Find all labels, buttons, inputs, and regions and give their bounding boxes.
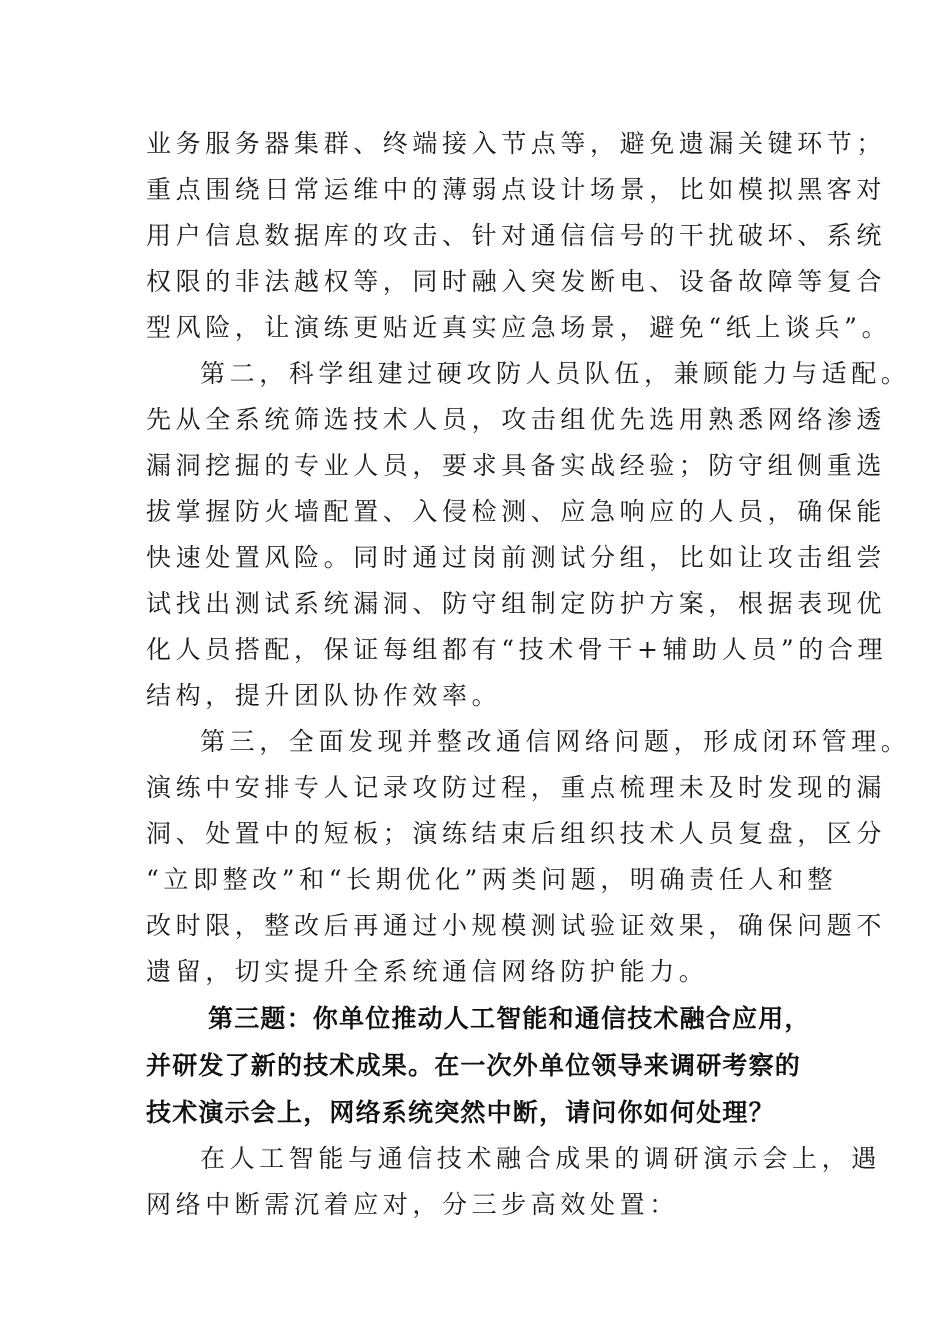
- text-line: 重点围绕日常运维中的薄弱点设计场景，比如模拟黑客对: [146, 175, 887, 204]
- question-title: 并研发了新的技术成果。在一次外单位领导来调研考察的: [146, 1051, 802, 1080]
- text-line: 化人员搭配，保证每组都有“技术骨干+辅助人员”的合理: [146, 635, 888, 664]
- text-line: 结构，提升团队协作效率。: [146, 681, 502, 710]
- text-line: 演练中安排专人记录攻防过程，重点梳理未及时发现的漏: [146, 773, 887, 802]
- text-line: 改时限，整改后再通过小规模测试验证效果，确保问题不: [146, 911, 887, 940]
- paragraph-heading: 第三，全面发现并整改通信网络问题，形成闭环管理。: [200, 727, 911, 756]
- text-line: 网络中断需沉着应对，分三步高效处置：: [146, 1190, 679, 1219]
- text-line: 在人工智能与通信技术融合成果的调研演示会上，遇: [200, 1144, 881, 1173]
- text-line: 遗留，切实提升全系统通信网络防护能力。: [146, 957, 709, 986]
- text-line: 业务服务器集群、终端接入节点等，避免遗漏关键环节；: [146, 129, 887, 158]
- text-line: 先从全系统筛选技术人员，攻击组优先选用熟悉网络渗透: [146, 405, 887, 434]
- text-line: 快速处置风险。同时通过岗前测试分组，比如让攻击组尝: [146, 543, 887, 572]
- question-title: 第三题：你单位推动人工智能和通信技术融合应用，: [208, 1004, 811, 1033]
- question-title: 技术演示会上，网络系统突然中断，请问你如何处理？: [146, 1098, 775, 1127]
- paragraph-heading: 第二，科学组建过硬攻防人员队伍，兼顾能力与适配。: [200, 359, 911, 388]
- text-line: 拔掌握防火墙配置、入侵检测、应急响应的人员，确保能: [146, 497, 887, 526]
- text-line: 洞、处置中的短板；演练结束后组织技术人员复盘，区分: [146, 819, 887, 848]
- text-line: 用户信息数据库的攻击、针对通信信号的干扰破坏、系统: [146, 221, 887, 250]
- text-line: 试找出测试系统漏洞、防守组制定防护方案，根据表现优: [146, 589, 887, 618]
- text-line: “立即整改”和“长期优化”两类问题，明确责任人和整: [146, 865, 838, 894]
- text-line: 型风险，让演练更贴近真实应急场景，避免“纸上谈兵”。: [146, 313, 892, 342]
- text-line: 漏洞挖掘的专业人员，要求具备实战经验；防守组侧重选: [146, 451, 887, 480]
- text-line: 权限的非法越权等，同时融入突发断电、设备故障等复合: [146, 267, 887, 296]
